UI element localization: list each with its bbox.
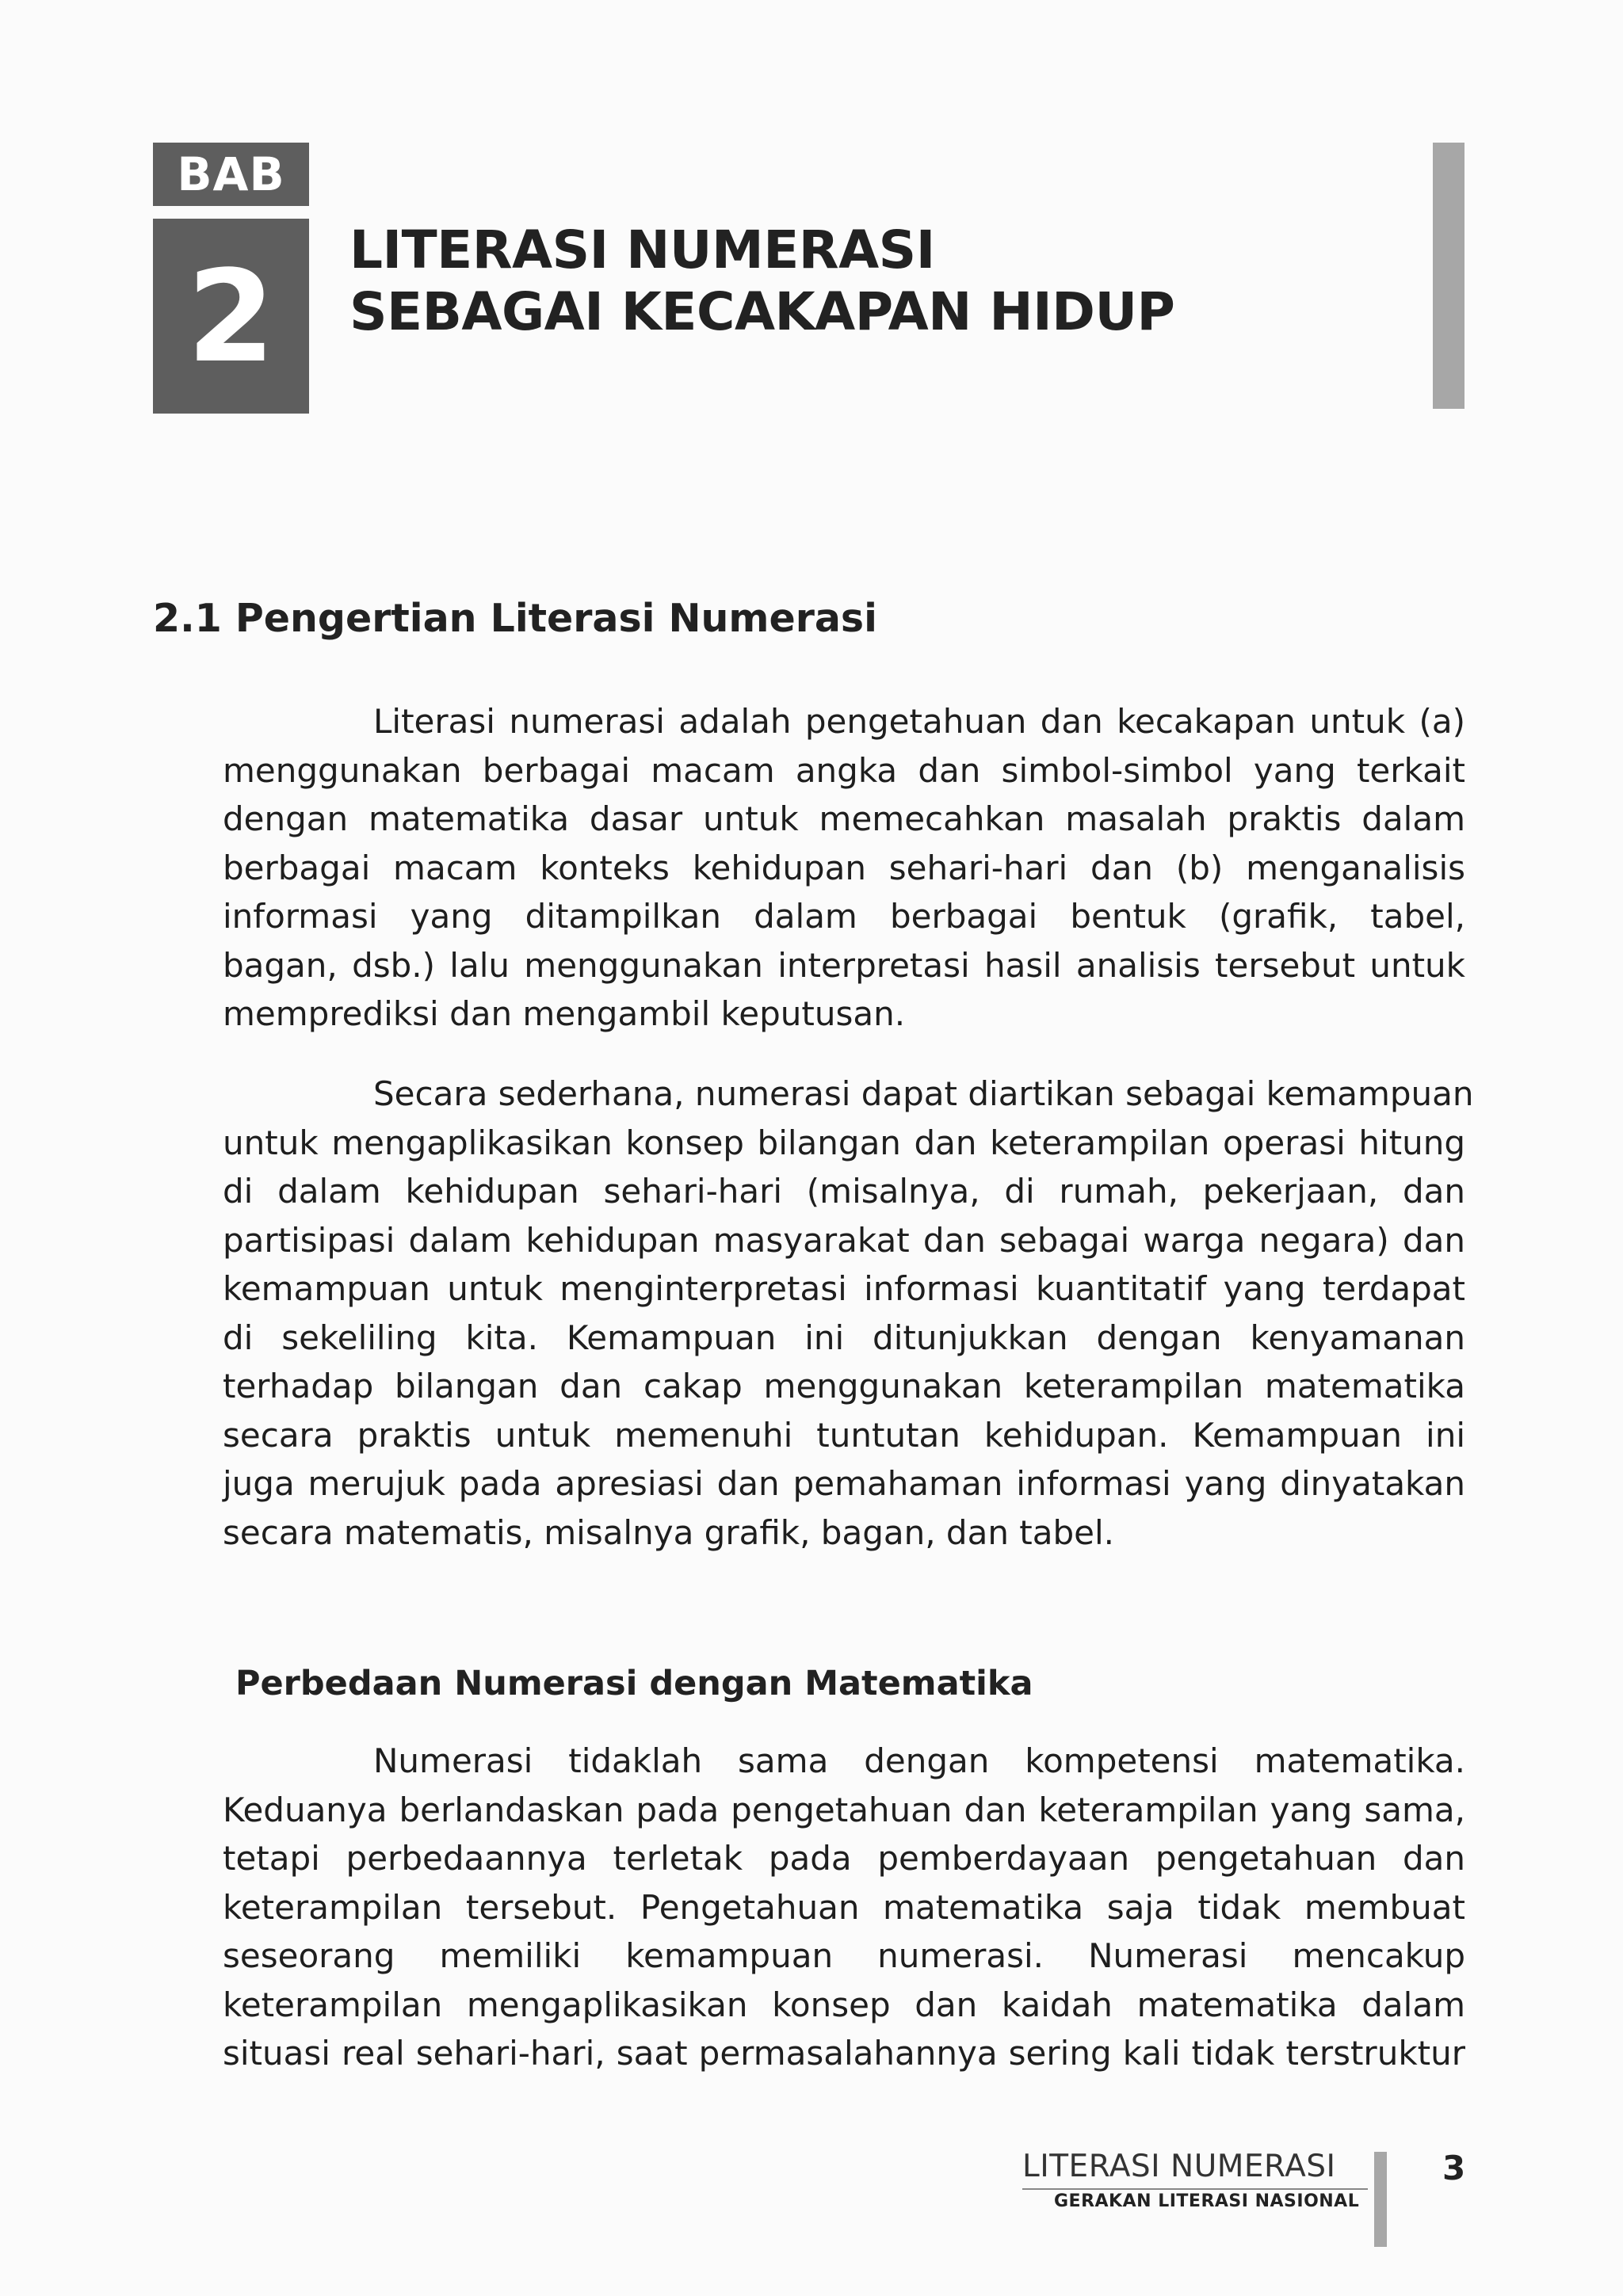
paragraph-line: memprediksi dan mengambil keputusan. bbox=[223, 994, 906, 1033]
paragraph-line: partisipasi dalam kehidupan masyarakat dan sebagai warga negara) dan bbox=[223, 1220, 1465, 1260]
chapter-title-line: SEBAGAI KECAKAPAN HIDUP bbox=[349, 281, 1175, 342]
paragraph-line: terhadap bilangan dan cakap menggunakan keterampilan matematika bbox=[223, 1367, 1465, 1405]
chapter-title bbox=[349, 219, 1380, 343]
paragraph-line: dengan matematika dasar untuk memecahkan masalah praktis dalam bbox=[223, 799, 1465, 838]
paragraph-line: berbagai macam konteks kehidupan sehari-hari dan (b) menganalisis bbox=[223, 848, 1465, 887]
paragraph-line: keterampilan tersebut. Pengetahuan matematika saja tidak membuat bbox=[223, 1887, 1465, 1927]
subsection-paragraph bbox=[223, 1737, 1465, 2078]
paragraph-line: juga merujuk pada apresiasi dan pemahaman informasi yang dinyatakan bbox=[223, 1464, 1465, 1503]
paragraph-line: informasi yang ditampilkan dalam berbagai bentuk (grafik, tabel, bbox=[223, 897, 1465, 936]
paragraph-line: menggunakan berbagai macam angka dan simbol-simbol yang terkait bbox=[223, 750, 1465, 790]
paragraph-line: secara praktis untuk memenuhi tuntutan kehidupan. Kemampuan ini bbox=[223, 1415, 1465, 1455]
paragraph-line: seseorang memiliki kemampuan numerasi. Numerasi mencakup bbox=[223, 1936, 1465, 1975]
paragraph-line: di dalam kehidupan sehari-hari (misalnya, di rumah, pekerjaan, dan bbox=[223, 1172, 1465, 1211]
footer-divider bbox=[1022, 2188, 1368, 2190]
paragraph-line: secara matematis, misalnya grafik, bagan, dan tabel. bbox=[223, 1512, 1115, 1552]
paragraph-line: Secara sederhana, numerasi dapat diartikan sebagai kemampuan bbox=[373, 1074, 1474, 1113]
footer-accent-bar bbox=[1374, 2152, 1387, 2247]
chapter-title-line: LITERASI NUMERASI bbox=[349, 219, 935, 280]
paragraph-line: tetapi perbedaannya terletak pada pemberdayaan pengetahuan dan bbox=[223, 1839, 1465, 1878]
paragraph-line: Keduanya berlandaskan pada pengetahuan dan keterampilan yang sama, bbox=[223, 1790, 1465, 1829]
subsection-title: Perbedaan Numerasi dengan Matematika bbox=[235, 1664, 1033, 1703]
paragraph-line: situasi real sehari-hari, saat permasalahannya sering kali tidak terstruktur bbox=[223, 2034, 1465, 2073]
paragraph-line: di sekeliling kita. Kemampuan ini ditunjukkan dengan kenyamanan bbox=[223, 1318, 1465, 1357]
chapter-number: 2 bbox=[153, 219, 309, 414]
section-paragraph-1 bbox=[223, 697, 1465, 1039]
header-accent-bar bbox=[1433, 143, 1465, 409]
paragraph-line: kemampuan untuk menginterpretasi informasi kuantitatif yang terdapat bbox=[223, 1269, 1465, 1308]
paragraph-line: Numerasi tidaklah sama dengan kompetensi matematika. bbox=[373, 1741, 1465, 1780]
paragraph-line: bagan, dsb.) lalu menggunakan interpretasi hasil analisis tersebut untuk bbox=[223, 945, 1465, 985]
chapter-label: BAB bbox=[153, 143, 309, 206]
paragraph-line: keterampilan mengaplikasikan konsep dan kaidah matematika dalam bbox=[223, 1985, 1465, 2024]
section-title: 2.1 Pengertian Literasi Numerasi bbox=[153, 596, 877, 641]
footer-subtitle: GERAKAN LITERASI NASIONAL bbox=[1054, 2191, 1360, 2211]
paragraph-line: untuk mengaplikasikan konsep bilangan dan keterampilan operasi hitung bbox=[223, 1123, 1465, 1162]
section-paragraph-2 bbox=[223, 1070, 1474, 1557]
paragraph-line: Literasi numerasi adalah pengetahuan dan kecakapan untuk (a) bbox=[373, 702, 1465, 741]
page-number: 3 bbox=[1442, 2149, 1466, 2187]
footer-title: LITERASI NUMERASI bbox=[1022, 2149, 1336, 2184]
